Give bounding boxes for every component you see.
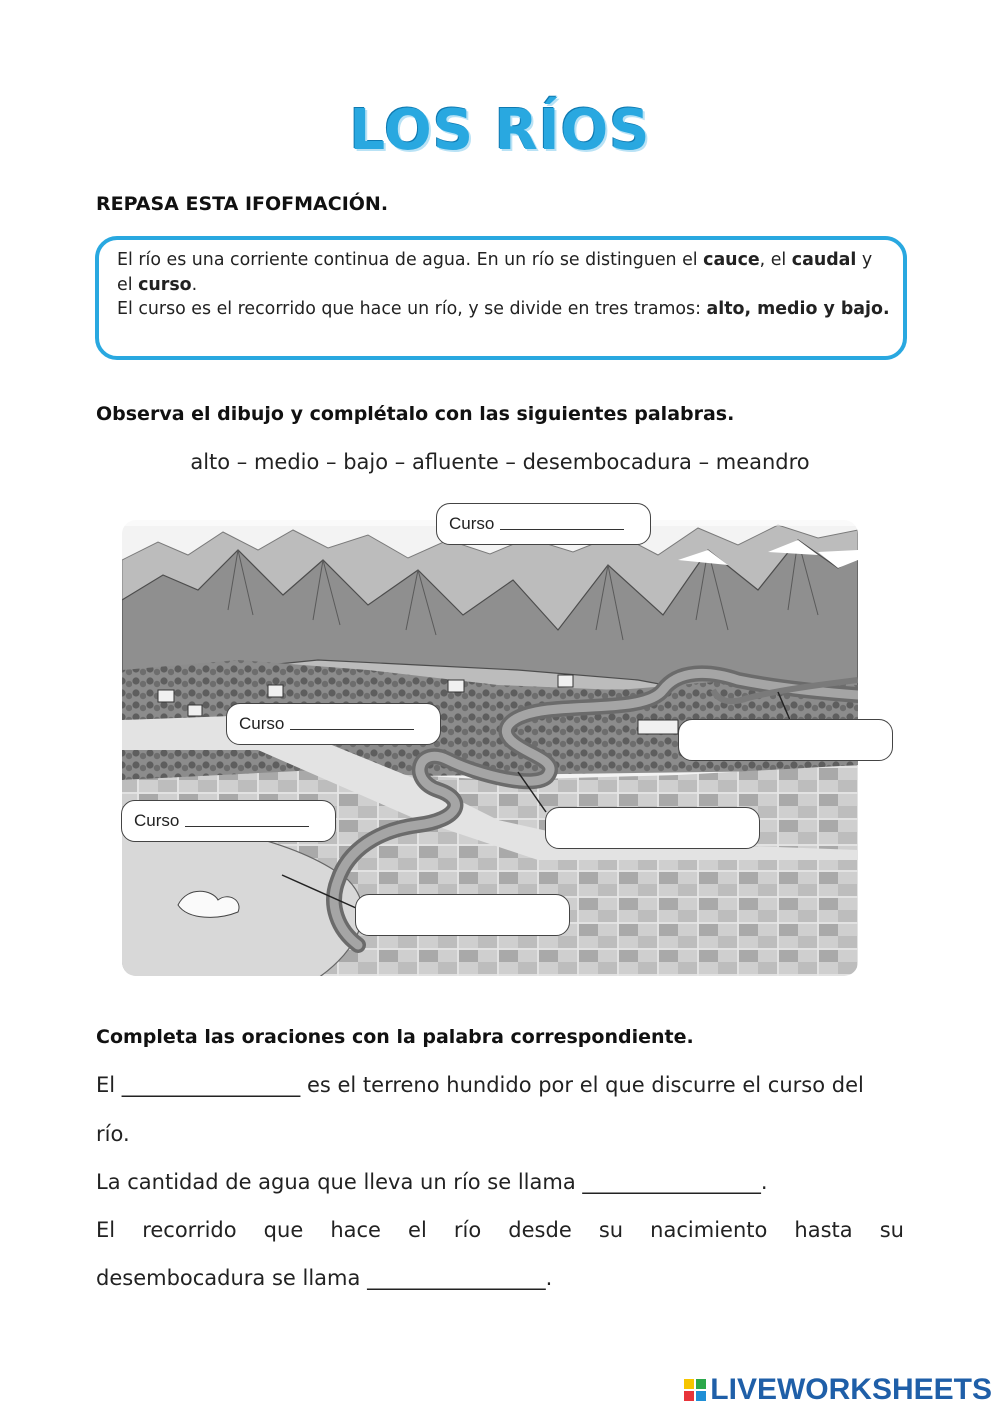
label-prefix: Curso	[134, 811, 180, 830]
label-curso-bajo[interactable]	[121, 800, 336, 842]
sentence-2: La cantidad de agua que lleva un río se llama _________________.	[96, 1170, 768, 1194]
liveworksheets-logo	[684, 1373, 992, 1407]
sentence-3-continued: desembocadura se llama _________________.	[96, 1266, 553, 1290]
blank-curso[interactable]: _________________	[367, 1266, 546, 1290]
sentence-1: El _________________ es el terreno hundido por el que discurre el curso del	[96, 1073, 864, 1097]
answer-line[interactable]	[500, 529, 624, 530]
answer-line[interactable]	[290, 729, 414, 730]
info-box	[95, 236, 907, 360]
liveworksheets-logo-icon	[684, 1379, 706, 1401]
label-prefix: Curso	[239, 714, 285, 733]
page-title: LOS RÍOS	[349, 98, 651, 163]
answer-box-afluente[interactable]	[678, 719, 893, 761]
label-curso-medio[interactable]	[226, 703, 441, 745]
label-prefix: Curso	[449, 514, 495, 533]
section-heading-review: REPASA ESTA IFOFMACIÓN.	[96, 193, 389, 215]
brand-name: LIVEWORKSHEETS	[710, 1373, 992, 1406]
word-bank: alto – medio – bajo – afluente – desembocadura – meandro	[190, 450, 810, 474]
info-paragraph-2: El curso es el recorrido que hace un río, y se divide en tres tramos: alto, medio y bajo.	[117, 299, 890, 319]
blank-cauce[interactable]: _________________	[121, 1073, 301, 1097]
info-paragraph-1: El río es una corriente continua de agua. En un río se distinguen el cauce, el caudal y el curso.	[117, 250, 873, 295]
sentence-1-continued: río.	[96, 1122, 130, 1146]
answer-box-meandro[interactable]	[545, 807, 760, 849]
sentence-3: El recorrido que hace el río desde su nacimiento hasta su	[96, 1218, 904, 1242]
blank-caudal[interactable]: _________________	[582, 1170, 761, 1194]
section-heading-observe: Observa el dibujo y complétalo con las siguientes palabras.	[96, 403, 735, 425]
section-heading-complete: Completa las oraciones con la palabra correspondiente.	[96, 1026, 694, 1048]
answer-box-desembocadura[interactable]	[355, 894, 570, 936]
answer-line[interactable]	[185, 826, 309, 827]
label-curso-alto[interactable]	[436, 503, 651, 545]
